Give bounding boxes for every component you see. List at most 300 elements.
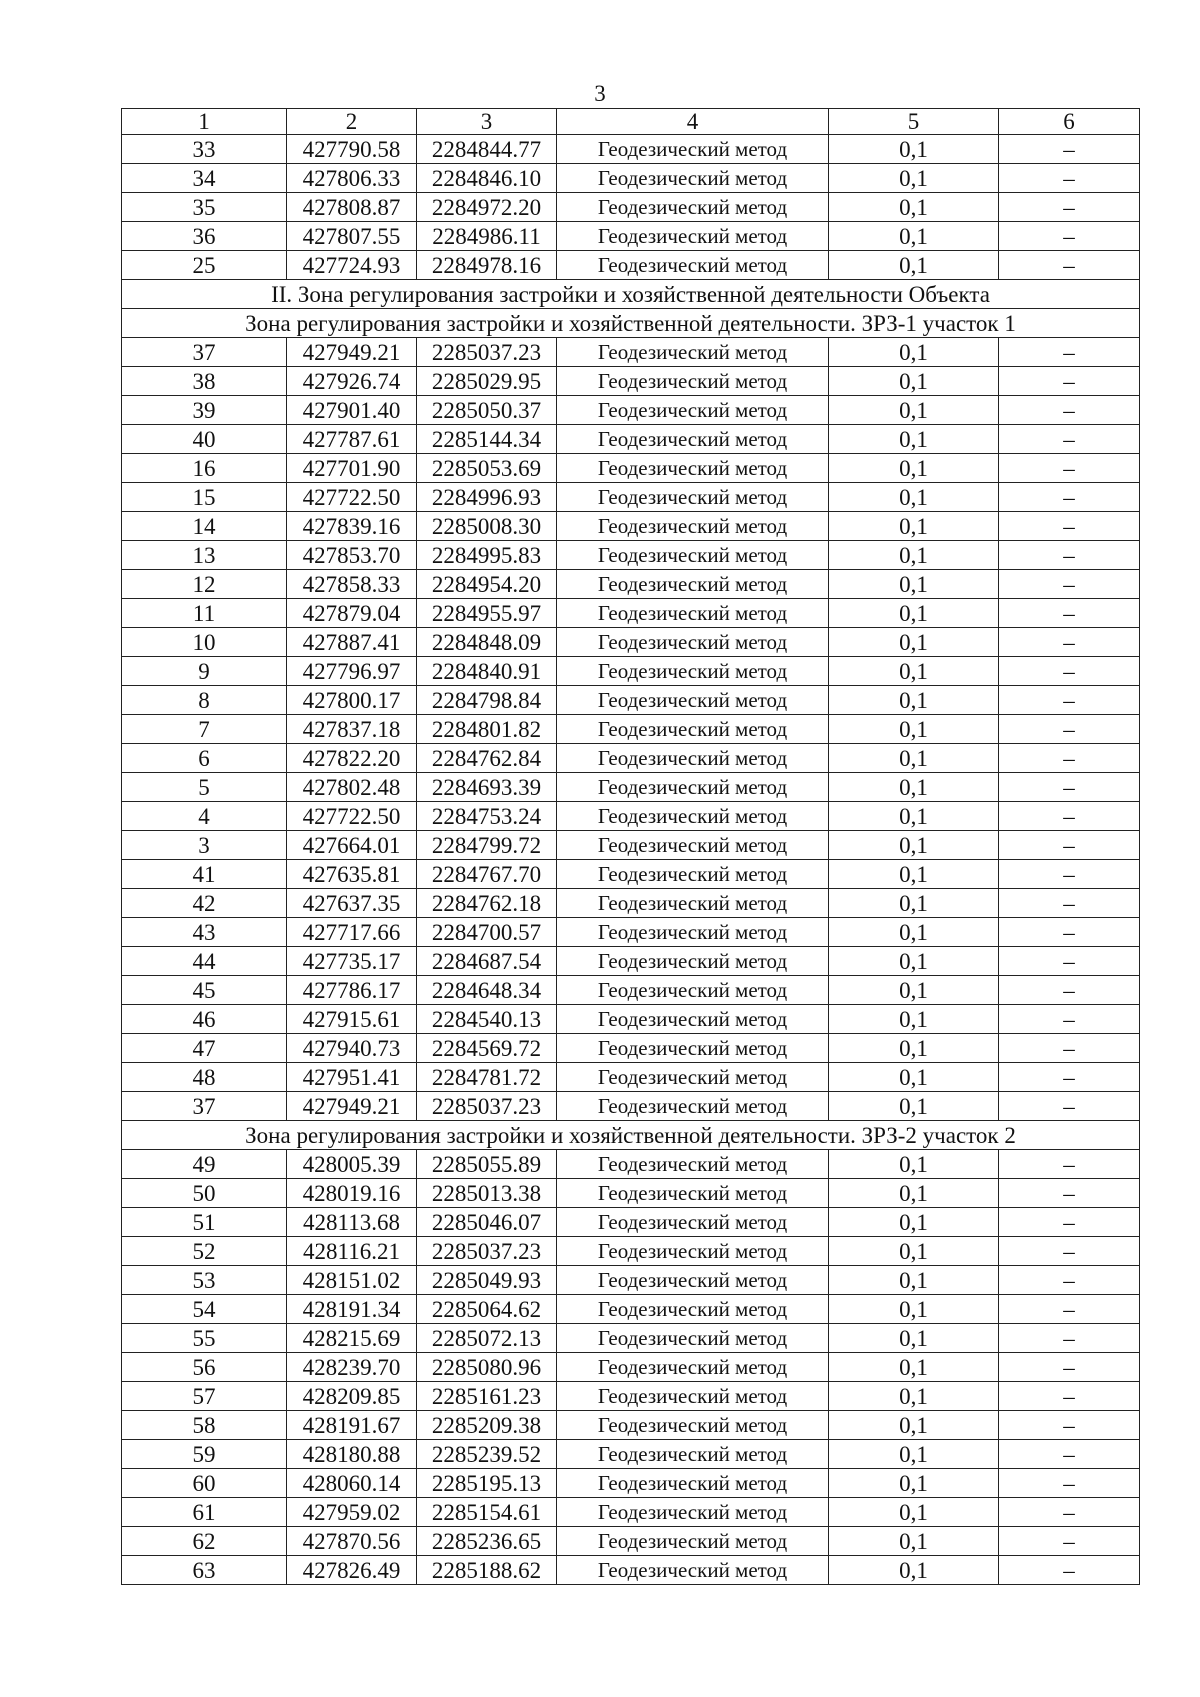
x-coordinate-cell: 427858.33 bbox=[287, 570, 417, 599]
method-cell: Геодезический метод bbox=[557, 367, 829, 396]
y-coordinate-cell: 2285037.23 bbox=[417, 338, 557, 367]
x-coordinate-cell: 428180.88 bbox=[287, 1440, 417, 1469]
accuracy-cell: 0,1 bbox=[829, 1005, 999, 1034]
method-cell: Геодезический метод bbox=[557, 599, 829, 628]
x-coordinate-cell: 427839.16 bbox=[287, 512, 417, 541]
table-row bbox=[122, 802, 1140, 831]
accuracy-cell: 0,1 bbox=[829, 251, 999, 280]
method-cell: Геодезический метод bbox=[557, 425, 829, 454]
section-header-row bbox=[122, 280, 1140, 309]
y-coordinate-cell: 2285239.52 bbox=[417, 1440, 557, 1469]
point-number-cell: 46 bbox=[122, 1005, 287, 1034]
table-row bbox=[122, 425, 1140, 454]
y-coordinate-cell: 2284799.72 bbox=[417, 831, 557, 860]
method-cell: Геодезический метод bbox=[557, 1440, 829, 1469]
accuracy-cell: 0,1 bbox=[829, 367, 999, 396]
point-number-cell: 61 bbox=[122, 1498, 287, 1527]
accuracy-cell: 0,1 bbox=[829, 1034, 999, 1063]
point-number-cell: 43 bbox=[122, 918, 287, 947]
accuracy-cell: 0,1 bbox=[829, 860, 999, 889]
table-row bbox=[122, 976, 1140, 1005]
x-coordinate-cell: 427786.17 bbox=[287, 976, 417, 1005]
x-coordinate-cell: 427879.04 bbox=[287, 599, 417, 628]
method-cell: Геодезический метод bbox=[557, 483, 829, 512]
point-number-cell: 49 bbox=[122, 1150, 287, 1179]
note-cell: – bbox=[999, 396, 1140, 425]
point-number-cell: 3 bbox=[122, 831, 287, 860]
table-row bbox=[122, 947, 1140, 976]
table-row bbox=[122, 367, 1140, 396]
column-header: 6 bbox=[999, 109, 1140, 135]
note-cell: – bbox=[999, 1295, 1140, 1324]
method-cell: Геодезический метод bbox=[557, 570, 829, 599]
accuracy-cell: 0,1 bbox=[829, 1266, 999, 1295]
x-coordinate-cell: 427635.81 bbox=[287, 860, 417, 889]
method-cell: Геодезический метод bbox=[557, 831, 829, 860]
x-coordinate-cell: 428005.39 bbox=[287, 1150, 417, 1179]
x-coordinate-cell: 428191.67 bbox=[287, 1411, 417, 1440]
y-coordinate-cell: 2284801.82 bbox=[417, 715, 557, 744]
table-row bbox=[122, 1034, 1140, 1063]
accuracy-cell: 0,1 bbox=[829, 164, 999, 193]
y-coordinate-cell: 2285144.34 bbox=[417, 425, 557, 454]
x-coordinate-cell: 427807.55 bbox=[287, 222, 417, 251]
point-number-cell: 14 bbox=[122, 512, 287, 541]
method-cell: Геодезический метод bbox=[557, 135, 829, 164]
y-coordinate-cell: 2284986.11 bbox=[417, 222, 557, 251]
method-cell: Геодезический метод bbox=[557, 773, 829, 802]
method-cell: Геодезический метод bbox=[557, 193, 829, 222]
note-cell: – bbox=[999, 541, 1140, 570]
method-cell: Геодезический метод bbox=[557, 1527, 829, 1556]
method-cell: Геодезический метод bbox=[557, 1092, 829, 1121]
note-cell: – bbox=[999, 860, 1140, 889]
table-row bbox=[122, 1150, 1140, 1179]
point-number-cell: 50 bbox=[122, 1179, 287, 1208]
y-coordinate-cell: 2285037.23 bbox=[417, 1237, 557, 1266]
note-cell: – bbox=[999, 1498, 1140, 1527]
table-row bbox=[122, 744, 1140, 773]
accuracy-cell: 0,1 bbox=[829, 135, 999, 164]
note-cell: – bbox=[999, 686, 1140, 715]
note-cell: – bbox=[999, 454, 1140, 483]
column-header: 2 bbox=[287, 109, 417, 135]
point-number-cell: 25 bbox=[122, 251, 287, 280]
table-row bbox=[122, 338, 1140, 367]
note-cell: – bbox=[999, 1527, 1140, 1556]
y-coordinate-cell: 2284540.13 bbox=[417, 1005, 557, 1034]
point-number-cell: 48 bbox=[122, 1063, 287, 1092]
y-coordinate-cell: 2284954.20 bbox=[417, 570, 557, 599]
y-coordinate-cell: 2284753.24 bbox=[417, 802, 557, 831]
method-cell: Геодезический метод bbox=[557, 686, 829, 715]
x-coordinate-cell: 427915.61 bbox=[287, 1005, 417, 1034]
method-cell: Геодезический метод bbox=[557, 1034, 829, 1063]
point-number-cell: 33 bbox=[122, 135, 287, 164]
table-row bbox=[122, 1556, 1140, 1585]
method-cell: Геодезический метод bbox=[557, 1411, 829, 1440]
y-coordinate-cell: 2284693.39 bbox=[417, 773, 557, 802]
accuracy-cell: 0,1 bbox=[829, 1382, 999, 1411]
accuracy-cell: 0,1 bbox=[829, 889, 999, 918]
table-row bbox=[122, 222, 1140, 251]
note-cell: – bbox=[999, 570, 1140, 599]
accuracy-cell: 0,1 bbox=[829, 425, 999, 454]
method-cell: Геодезический метод bbox=[557, 164, 829, 193]
note-cell: – bbox=[999, 1440, 1140, 1469]
accuracy-cell: 0,1 bbox=[829, 918, 999, 947]
y-coordinate-cell: 2285013.38 bbox=[417, 1179, 557, 1208]
table-row bbox=[122, 1237, 1140, 1266]
x-coordinate-cell: 428151.02 bbox=[287, 1266, 417, 1295]
x-coordinate-cell: 428209.85 bbox=[287, 1382, 417, 1411]
method-cell: Геодезический метод bbox=[557, 860, 829, 889]
method-cell: Геодезический метод bbox=[557, 1469, 829, 1498]
accuracy-cell: 0,1 bbox=[829, 1353, 999, 1382]
y-coordinate-cell: 2285049.93 bbox=[417, 1266, 557, 1295]
note-cell: – bbox=[999, 831, 1140, 860]
y-coordinate-cell: 2285209.38 bbox=[417, 1411, 557, 1440]
table-row bbox=[122, 1469, 1140, 1498]
point-number-cell: 45 bbox=[122, 976, 287, 1005]
x-coordinate-cell: 427949.21 bbox=[287, 338, 417, 367]
accuracy-cell: 0,1 bbox=[829, 1440, 999, 1469]
method-cell: Геодезический метод bbox=[557, 1324, 829, 1353]
y-coordinate-cell: 2285161.23 bbox=[417, 1382, 557, 1411]
note-cell: – bbox=[999, 802, 1140, 831]
point-number-cell: 16 bbox=[122, 454, 287, 483]
coordinates-table bbox=[121, 108, 1140, 1585]
method-cell: Геодезический метод bbox=[557, 889, 829, 918]
table-row bbox=[122, 860, 1140, 889]
note-cell: – bbox=[999, 773, 1140, 802]
note-cell: – bbox=[999, 918, 1140, 947]
y-coordinate-cell: 2284781.72 bbox=[417, 1063, 557, 1092]
note-cell: – bbox=[999, 1063, 1140, 1092]
accuracy-cell: 0,1 bbox=[829, 1092, 999, 1121]
note-cell: – bbox=[999, 1382, 1140, 1411]
method-cell: Геодезический метод bbox=[557, 251, 829, 280]
x-coordinate-cell: 428113.68 bbox=[287, 1208, 417, 1237]
table-row bbox=[122, 1179, 1140, 1208]
point-number-cell: 42 bbox=[122, 889, 287, 918]
method-cell: Геодезический метод bbox=[557, 1353, 829, 1382]
x-coordinate-cell: 427822.20 bbox=[287, 744, 417, 773]
x-coordinate-cell: 427790.58 bbox=[287, 135, 417, 164]
method-cell: Геодезический метод bbox=[557, 454, 829, 483]
accuracy-cell: 0,1 bbox=[829, 483, 999, 512]
x-coordinate-cell: 427901.40 bbox=[287, 396, 417, 425]
y-coordinate-cell: 2284767.70 bbox=[417, 860, 557, 889]
table-row bbox=[122, 918, 1140, 947]
note-cell: – bbox=[999, 425, 1140, 454]
accuracy-cell: 0,1 bbox=[829, 976, 999, 1005]
note-cell: – bbox=[999, 947, 1140, 976]
point-number-cell: 41 bbox=[122, 860, 287, 889]
y-coordinate-cell: 2285236.65 bbox=[417, 1527, 557, 1556]
table-row bbox=[122, 512, 1140, 541]
accuracy-cell: 0,1 bbox=[829, 570, 999, 599]
section-title: II. Зона регулирования застройки и хозяйственной деятельности Объекта bbox=[122, 280, 1140, 309]
note-cell: – bbox=[999, 483, 1140, 512]
accuracy-cell: 0,1 bbox=[829, 831, 999, 860]
method-cell: Геодезический метод bbox=[557, 1295, 829, 1324]
table-row bbox=[122, 1353, 1140, 1382]
column-header: 5 bbox=[829, 109, 999, 135]
note-cell: – bbox=[999, 367, 1140, 396]
method-cell: Геодезический метод bbox=[557, 541, 829, 570]
x-coordinate-cell: 427926.74 bbox=[287, 367, 417, 396]
y-coordinate-cell: 2284762.18 bbox=[417, 889, 557, 918]
y-coordinate-cell: 2285064.62 bbox=[417, 1295, 557, 1324]
accuracy-cell: 0,1 bbox=[829, 396, 999, 425]
point-number-cell: 13 bbox=[122, 541, 287, 570]
point-number-cell: 62 bbox=[122, 1527, 287, 1556]
method-cell: Геодезический метод bbox=[557, 1208, 829, 1237]
accuracy-cell: 0,1 bbox=[829, 802, 999, 831]
accuracy-cell: 0,1 bbox=[829, 947, 999, 976]
x-coordinate-cell: 427826.49 bbox=[287, 1556, 417, 1585]
table-row bbox=[122, 628, 1140, 657]
method-cell: Геодезический метод bbox=[557, 976, 829, 1005]
method-cell: Геодезический метод bbox=[557, 338, 829, 367]
y-coordinate-cell: 2284848.09 bbox=[417, 628, 557, 657]
y-coordinate-cell: 2284978.16 bbox=[417, 251, 557, 280]
accuracy-cell: 0,1 bbox=[829, 686, 999, 715]
point-number-cell: 5 bbox=[122, 773, 287, 802]
point-number-cell: 53 bbox=[122, 1266, 287, 1295]
x-coordinate-cell: 427837.18 bbox=[287, 715, 417, 744]
note-cell: – bbox=[999, 1237, 1140, 1266]
note-cell: – bbox=[999, 1411, 1140, 1440]
accuracy-cell: 0,1 bbox=[829, 744, 999, 773]
x-coordinate-cell: 427637.35 bbox=[287, 889, 417, 918]
method-cell: Геодезический метод bbox=[557, 1382, 829, 1411]
column-header: 3 bbox=[417, 109, 557, 135]
y-coordinate-cell: 2285055.89 bbox=[417, 1150, 557, 1179]
point-number-cell: 7 bbox=[122, 715, 287, 744]
page-number: 3 bbox=[594, 81, 606, 106]
note-cell: – bbox=[999, 512, 1140, 541]
table-row bbox=[122, 1527, 1140, 1556]
table-row bbox=[122, 686, 1140, 715]
table-row bbox=[122, 1063, 1140, 1092]
x-coordinate-cell: 427722.50 bbox=[287, 483, 417, 512]
x-coordinate-cell: 427800.17 bbox=[287, 686, 417, 715]
note-cell: – bbox=[999, 1150, 1140, 1179]
y-coordinate-cell: 2284955.97 bbox=[417, 599, 557, 628]
table-row bbox=[122, 193, 1140, 222]
x-coordinate-cell: 427664.01 bbox=[287, 831, 417, 860]
point-number-cell: 58 bbox=[122, 1411, 287, 1440]
y-coordinate-cell: 2285029.95 bbox=[417, 367, 557, 396]
note-cell: – bbox=[999, 657, 1140, 686]
y-coordinate-cell: 2284846.10 bbox=[417, 164, 557, 193]
x-coordinate-cell: 427808.87 bbox=[287, 193, 417, 222]
point-number-cell: 59 bbox=[122, 1440, 287, 1469]
table-row bbox=[122, 570, 1140, 599]
y-coordinate-cell: 2284687.54 bbox=[417, 947, 557, 976]
point-number-cell: 11 bbox=[122, 599, 287, 628]
accuracy-cell: 0,1 bbox=[829, 1411, 999, 1440]
point-number-cell: 51 bbox=[122, 1208, 287, 1237]
column-header: 1 bbox=[122, 109, 287, 135]
table-row bbox=[122, 1005, 1140, 1034]
y-coordinate-cell: 2284569.72 bbox=[417, 1034, 557, 1063]
point-number-cell: 8 bbox=[122, 686, 287, 715]
x-coordinate-cell: 427735.17 bbox=[287, 947, 417, 976]
column-header-row bbox=[122, 109, 1140, 135]
method-cell: Геодезический метод bbox=[557, 1266, 829, 1295]
accuracy-cell: 0,1 bbox=[829, 1469, 999, 1498]
note-cell: – bbox=[999, 1092, 1140, 1121]
point-number-cell: 37 bbox=[122, 338, 287, 367]
y-coordinate-cell: 2285037.23 bbox=[417, 1092, 557, 1121]
x-coordinate-cell: 428116.21 bbox=[287, 1237, 417, 1266]
accuracy-cell: 0,1 bbox=[829, 1063, 999, 1092]
method-cell: Геодезический метод bbox=[557, 512, 829, 541]
y-coordinate-cell: 2284844.77 bbox=[417, 135, 557, 164]
table-row bbox=[122, 831, 1140, 860]
method-cell: Геодезический метод bbox=[557, 1556, 829, 1585]
y-coordinate-cell: 2285008.30 bbox=[417, 512, 557, 541]
note-cell: – bbox=[999, 1266, 1140, 1295]
accuracy-cell: 0,1 bbox=[829, 1179, 999, 1208]
x-coordinate-cell: 428019.16 bbox=[287, 1179, 417, 1208]
y-coordinate-cell: 2285080.96 bbox=[417, 1353, 557, 1382]
accuracy-cell: 0,1 bbox=[829, 715, 999, 744]
note-cell: – bbox=[999, 1034, 1140, 1063]
point-number-cell: 56 bbox=[122, 1353, 287, 1382]
method-cell: Геодезический метод bbox=[557, 628, 829, 657]
method-cell: Геодезический метод bbox=[557, 715, 829, 744]
method-cell: Геодезический метод bbox=[557, 396, 829, 425]
table-row bbox=[122, 1411, 1140, 1440]
x-coordinate-cell: 427870.56 bbox=[287, 1527, 417, 1556]
section-title: Зона регулирования застройки и хозяйственной деятельности. ЗРЗ-2 участок 2 bbox=[122, 1121, 1140, 1150]
note-cell: – bbox=[999, 164, 1140, 193]
table-row bbox=[122, 889, 1140, 918]
note-cell: – bbox=[999, 338, 1140, 367]
method-cell: Геодезический метод bbox=[557, 947, 829, 976]
y-coordinate-cell: 2284840.91 bbox=[417, 657, 557, 686]
method-cell: Геодезический метод bbox=[557, 744, 829, 773]
y-coordinate-cell: 2285188.62 bbox=[417, 1556, 557, 1585]
point-number-cell: 36 bbox=[122, 222, 287, 251]
x-coordinate-cell: 427806.33 bbox=[287, 164, 417, 193]
table-row bbox=[122, 1295, 1140, 1324]
accuracy-cell: 0,1 bbox=[829, 454, 999, 483]
y-coordinate-cell: 2285046.07 bbox=[417, 1208, 557, 1237]
x-coordinate-cell: 427951.41 bbox=[287, 1063, 417, 1092]
point-number-cell: 44 bbox=[122, 947, 287, 976]
note-cell: – bbox=[999, 1005, 1140, 1034]
point-number-cell: 40 bbox=[122, 425, 287, 454]
table-row bbox=[122, 454, 1140, 483]
table-row bbox=[122, 1498, 1140, 1527]
note-cell: – bbox=[999, 1469, 1140, 1498]
table-row bbox=[122, 715, 1140, 744]
point-number-cell: 10 bbox=[122, 628, 287, 657]
method-cell: Геодезический метод bbox=[557, 1498, 829, 1527]
table-row bbox=[122, 1440, 1140, 1469]
point-number-cell: 4 bbox=[122, 802, 287, 831]
x-coordinate-cell: 427887.41 bbox=[287, 628, 417, 657]
point-number-cell: 52 bbox=[122, 1237, 287, 1266]
accuracy-cell: 0,1 bbox=[829, 1295, 999, 1324]
point-number-cell: 63 bbox=[122, 1556, 287, 1585]
method-cell: Геодезический метод bbox=[557, 1150, 829, 1179]
accuracy-cell: 0,1 bbox=[829, 222, 999, 251]
point-number-cell: 57 bbox=[122, 1382, 287, 1411]
x-coordinate-cell: 427949.21 bbox=[287, 1092, 417, 1121]
accuracy-cell: 0,1 bbox=[829, 1208, 999, 1237]
note-cell: – bbox=[999, 222, 1140, 251]
table-row bbox=[122, 1266, 1140, 1295]
y-coordinate-cell: 2284762.84 bbox=[417, 744, 557, 773]
note-cell: – bbox=[999, 628, 1140, 657]
method-cell: Геодезический метод bbox=[557, 802, 829, 831]
x-coordinate-cell: 427853.70 bbox=[287, 541, 417, 570]
point-number-cell: 60 bbox=[122, 1469, 287, 1498]
accuracy-cell: 0,1 bbox=[829, 1527, 999, 1556]
table-row bbox=[122, 1324, 1140, 1353]
y-coordinate-cell: 2285072.13 bbox=[417, 1324, 557, 1353]
method-cell: Геодезический метод bbox=[557, 222, 829, 251]
table-row bbox=[122, 1208, 1140, 1237]
table-row bbox=[122, 396, 1140, 425]
note-cell: – bbox=[999, 1179, 1140, 1208]
note-cell: – bbox=[999, 599, 1140, 628]
accuracy-cell: 0,1 bbox=[829, 628, 999, 657]
note-cell: – bbox=[999, 1208, 1140, 1237]
accuracy-cell: 0,1 bbox=[829, 512, 999, 541]
accuracy-cell: 0,1 bbox=[829, 1150, 999, 1179]
y-coordinate-cell: 2284798.84 bbox=[417, 686, 557, 715]
method-cell: Геодезический метод bbox=[557, 1179, 829, 1208]
point-number-cell: 34 bbox=[122, 164, 287, 193]
method-cell: Геодезический метод bbox=[557, 918, 829, 947]
accuracy-cell: 0,1 bbox=[829, 1324, 999, 1353]
table-row bbox=[122, 657, 1140, 686]
section-header-row bbox=[122, 309, 1140, 338]
x-coordinate-cell: 427796.97 bbox=[287, 657, 417, 686]
note-cell: – bbox=[999, 715, 1140, 744]
accuracy-cell: 0,1 bbox=[829, 1498, 999, 1527]
note-cell: – bbox=[999, 1353, 1140, 1382]
note-cell: – bbox=[999, 1324, 1140, 1353]
y-coordinate-cell: 2284648.34 bbox=[417, 976, 557, 1005]
table-row bbox=[122, 599, 1140, 628]
method-cell: Геодезический метод bbox=[557, 1237, 829, 1266]
table-row bbox=[122, 251, 1140, 280]
note-cell: – bbox=[999, 976, 1140, 1005]
note-cell: – bbox=[999, 889, 1140, 918]
table-row bbox=[122, 483, 1140, 512]
point-number-cell: 12 bbox=[122, 570, 287, 599]
x-coordinate-cell: 428215.69 bbox=[287, 1324, 417, 1353]
note-cell: – bbox=[999, 744, 1140, 773]
coordinates-table-body bbox=[122, 109, 1140, 1585]
y-coordinate-cell: 2284996.93 bbox=[417, 483, 557, 512]
method-cell: Геодезический метод bbox=[557, 1063, 829, 1092]
x-coordinate-cell: 427722.50 bbox=[287, 802, 417, 831]
x-coordinate-cell: 427701.90 bbox=[287, 454, 417, 483]
x-coordinate-cell: 428060.14 bbox=[287, 1469, 417, 1498]
x-coordinate-cell: 427717.66 bbox=[287, 918, 417, 947]
point-number-cell: 35 bbox=[122, 193, 287, 222]
x-coordinate-cell: 428191.34 bbox=[287, 1295, 417, 1324]
